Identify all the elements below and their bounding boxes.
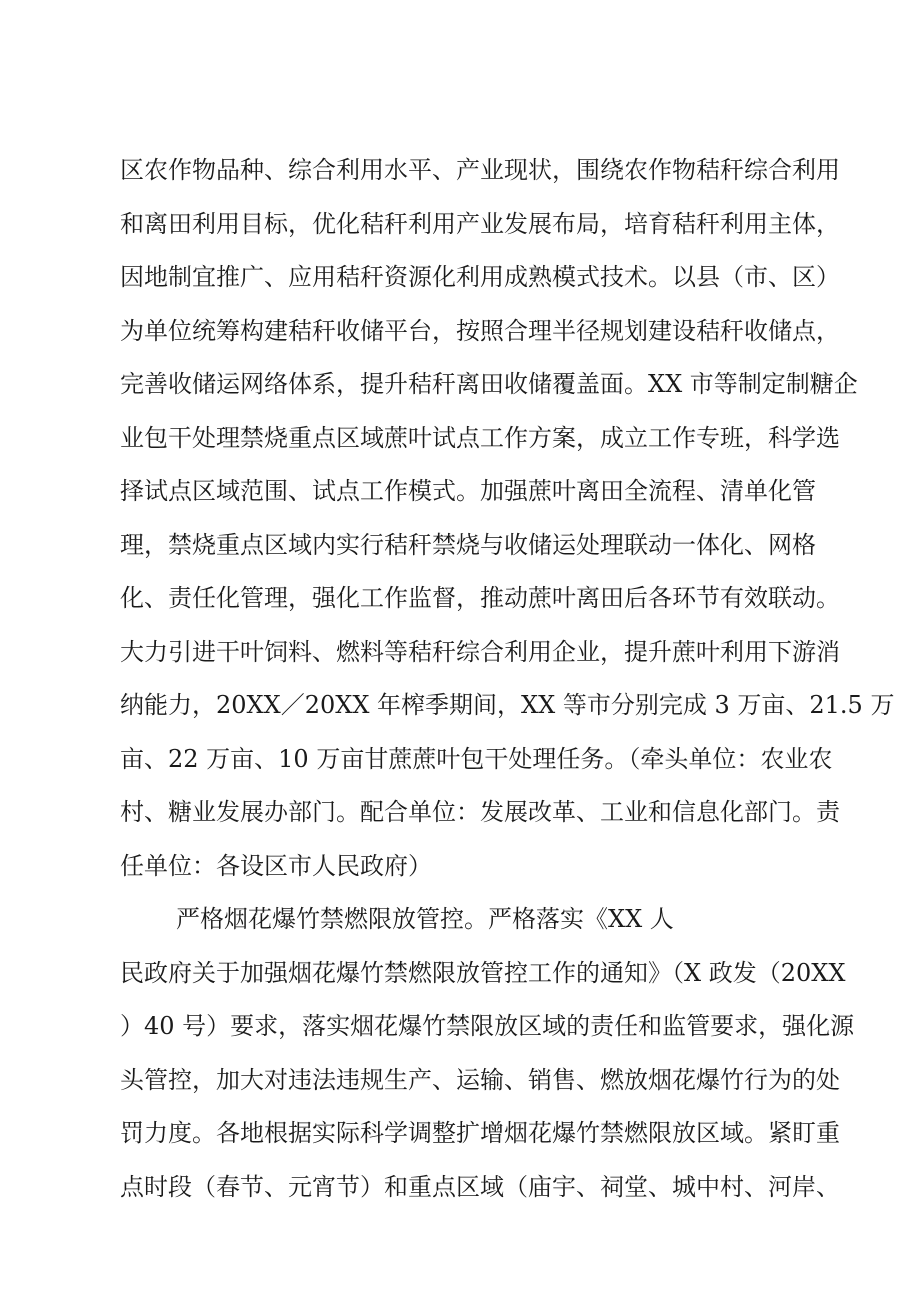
paragraph-heading-line: 严格烟花爆竹禁燃限放管控。严格落实《XX 人	[176, 905, 674, 933]
text-line: 和离田利用目标，优化秸秆利用产业发展布局，培育秸秆利用主体，	[120, 209, 840, 238]
paragraph-straw-utilization	[120, 144, 920, 893]
text-line: 头管控，加大对违法违规生产、运输、销售、燃放烟花爆竹行为的处	[120, 1065, 840, 1094]
text-line: 任单位：各设区市人民政府）	[120, 851, 432, 880]
text-line: 民政府关于加强烟花爆竹禁燃限放管控工作的通知》（X 政发（20XX	[120, 958, 846, 987]
text-line: 纳能力，20XX／20XX 年榨季期间，XX 等市分别完成 3 万亩、21.5 万	[120, 691, 895, 719]
text-line: 化、责任化管理，强化工作监督，推动蔗叶离田后各环节有效联动。	[120, 584, 840, 612]
text-line: 亩、22 万亩、10 万亩甘蔗蔗叶包干处理任务。（牵头单位：农业农	[120, 744, 833, 773]
document-body	[120, 144, 920, 1214]
text-line: 大力引进干叶饲料、燃料等秸秆综合利用企业，提升蔗叶利用下游消	[120, 637, 840, 666]
text-line: 区农作物品种、综合利用水平、产业现状，围绕农作物秸秆综合利用	[120, 156, 840, 184]
text-line: 完善收储运网络体系，提升秸秆离田收储覆盖面。XX 市等制定制糖企	[120, 370, 858, 398]
paragraph-fireworks-control	[120, 893, 920, 1214]
text-line: 择试点区域范围、试点工作模式。加强蔗叶离田全流程、清单化管	[120, 477, 816, 505]
text-line: 业包干处理禁烧重点区域蔗叶试点工作方案，成立工作专班，科学选	[120, 423, 840, 452]
text-line: 罚力度。各地根据实际科学调整扩增烟花爆竹禁燃限放区域。紧盯重	[120, 1119, 840, 1147]
text-line: 因地制宜推广、应用秸秆资源化利用成熟模式技术。以县（市、区）	[120, 263, 840, 291]
text-line: 为单位统筹构建秸秆收储平台，按照合理半径规划建设秸秆收储点，	[120, 316, 840, 345]
text-line: 村、糖业发展办部门。配合单位：发展改革、工业和信息化部门。责	[120, 798, 840, 826]
text-line: ）40 号）要求，落实烟花爆竹禁限放区域的责任和监管要求，强化源	[120, 1012, 855, 1040]
text-line: 理，禁烧重点区域内实行秸秆禁烧与收储运处理联动一体化、网格	[120, 530, 816, 559]
text-line: 点时段（春节、元宵节）和重点区域（庙宇、祠堂、城中村、河岸、	[120, 1172, 840, 1201]
